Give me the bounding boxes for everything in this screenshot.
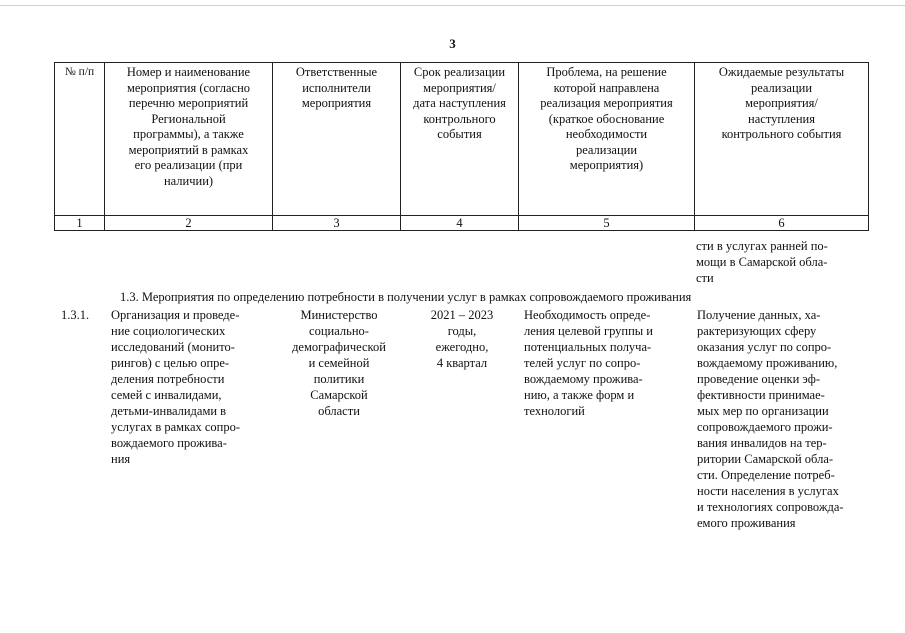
- row-executor: Министерство социально- демографической и семейной политики Самарской области: [292, 308, 386, 418]
- header-cell-executors: Ответственные исполнители мероприятия: [273, 63, 401, 216]
- row-number: 1.3.1.: [61, 308, 90, 322]
- column-number-4: 4: [401, 216, 519, 231]
- header-cell-problem: Проблема, на решение которой направлена реализация мероприятия (краткое обоснование необходимости реализации мероприятия): [519, 63, 695, 216]
- page-top-rule: [0, 5, 905, 6]
- header-cell-number: № п/п: [55, 63, 105, 216]
- row-result: Получение данных, ха- рактеризующих сферу оказания услуг по сопро- вождаемому проживанию, проведение оценки эф- фективности принимае- мых мер по организации сопровождаемого прожи- вания инвалидов на тер- ритории Самарской обла- сти. Определение потреб- ности населения в услугах и технологиях сопровожда- емого проживания: [697, 308, 844, 530]
- continuation-text: сти в услугах ранней по- мощи в Самарской обла- сти: [696, 239, 828, 285]
- row-term: 2021 – 2023 годы, ежегодно, 4 квартал: [430, 308, 494, 370]
- header-number-row: [55, 216, 869, 231]
- row-problem: Необходимость опреде- ления целевой группы и потенциальных получа- телей услуг по сопро- вождаемому прожива- нию, а также форм и технологий: [524, 308, 653, 418]
- header-cell-term: Срок реализации мероприятия/ дата наступления контрольного события: [401, 63, 519, 216]
- section-title: 1.3. Мероприятия по определению потребности в получении услуг в рамках сопровождаемого проживания: [120, 290, 692, 304]
- column-number-5: 5: [519, 216, 695, 231]
- column-number-2: 2: [105, 216, 273, 231]
- row-activity: Организация и проведе- ние социологических исследований (монито- рингов) с целью опре- деления потребности семей с инвалидами, детьми-инвалидами в услугах в рамках сопро- вождаемого прожива- ния: [111, 308, 241, 466]
- column-number-1: 1: [55, 216, 105, 231]
- header-row: [55, 63, 869, 216]
- table-header: [54, 62, 869, 231]
- header-cell-results: Ожидаемые результаты реализации мероприятия/ наступления контрольного события: [695, 63, 869, 216]
- page-number: 3: [449, 36, 456, 51]
- column-number-6: 6: [695, 216, 869, 231]
- header-cell-activity: Номер и наименование мероприятия (согласно перечню мероприятий Региональной программы), а также мероприятий в рамках его реализации (при наличии): [105, 63, 273, 216]
- column-number-3: 3: [273, 216, 401, 231]
